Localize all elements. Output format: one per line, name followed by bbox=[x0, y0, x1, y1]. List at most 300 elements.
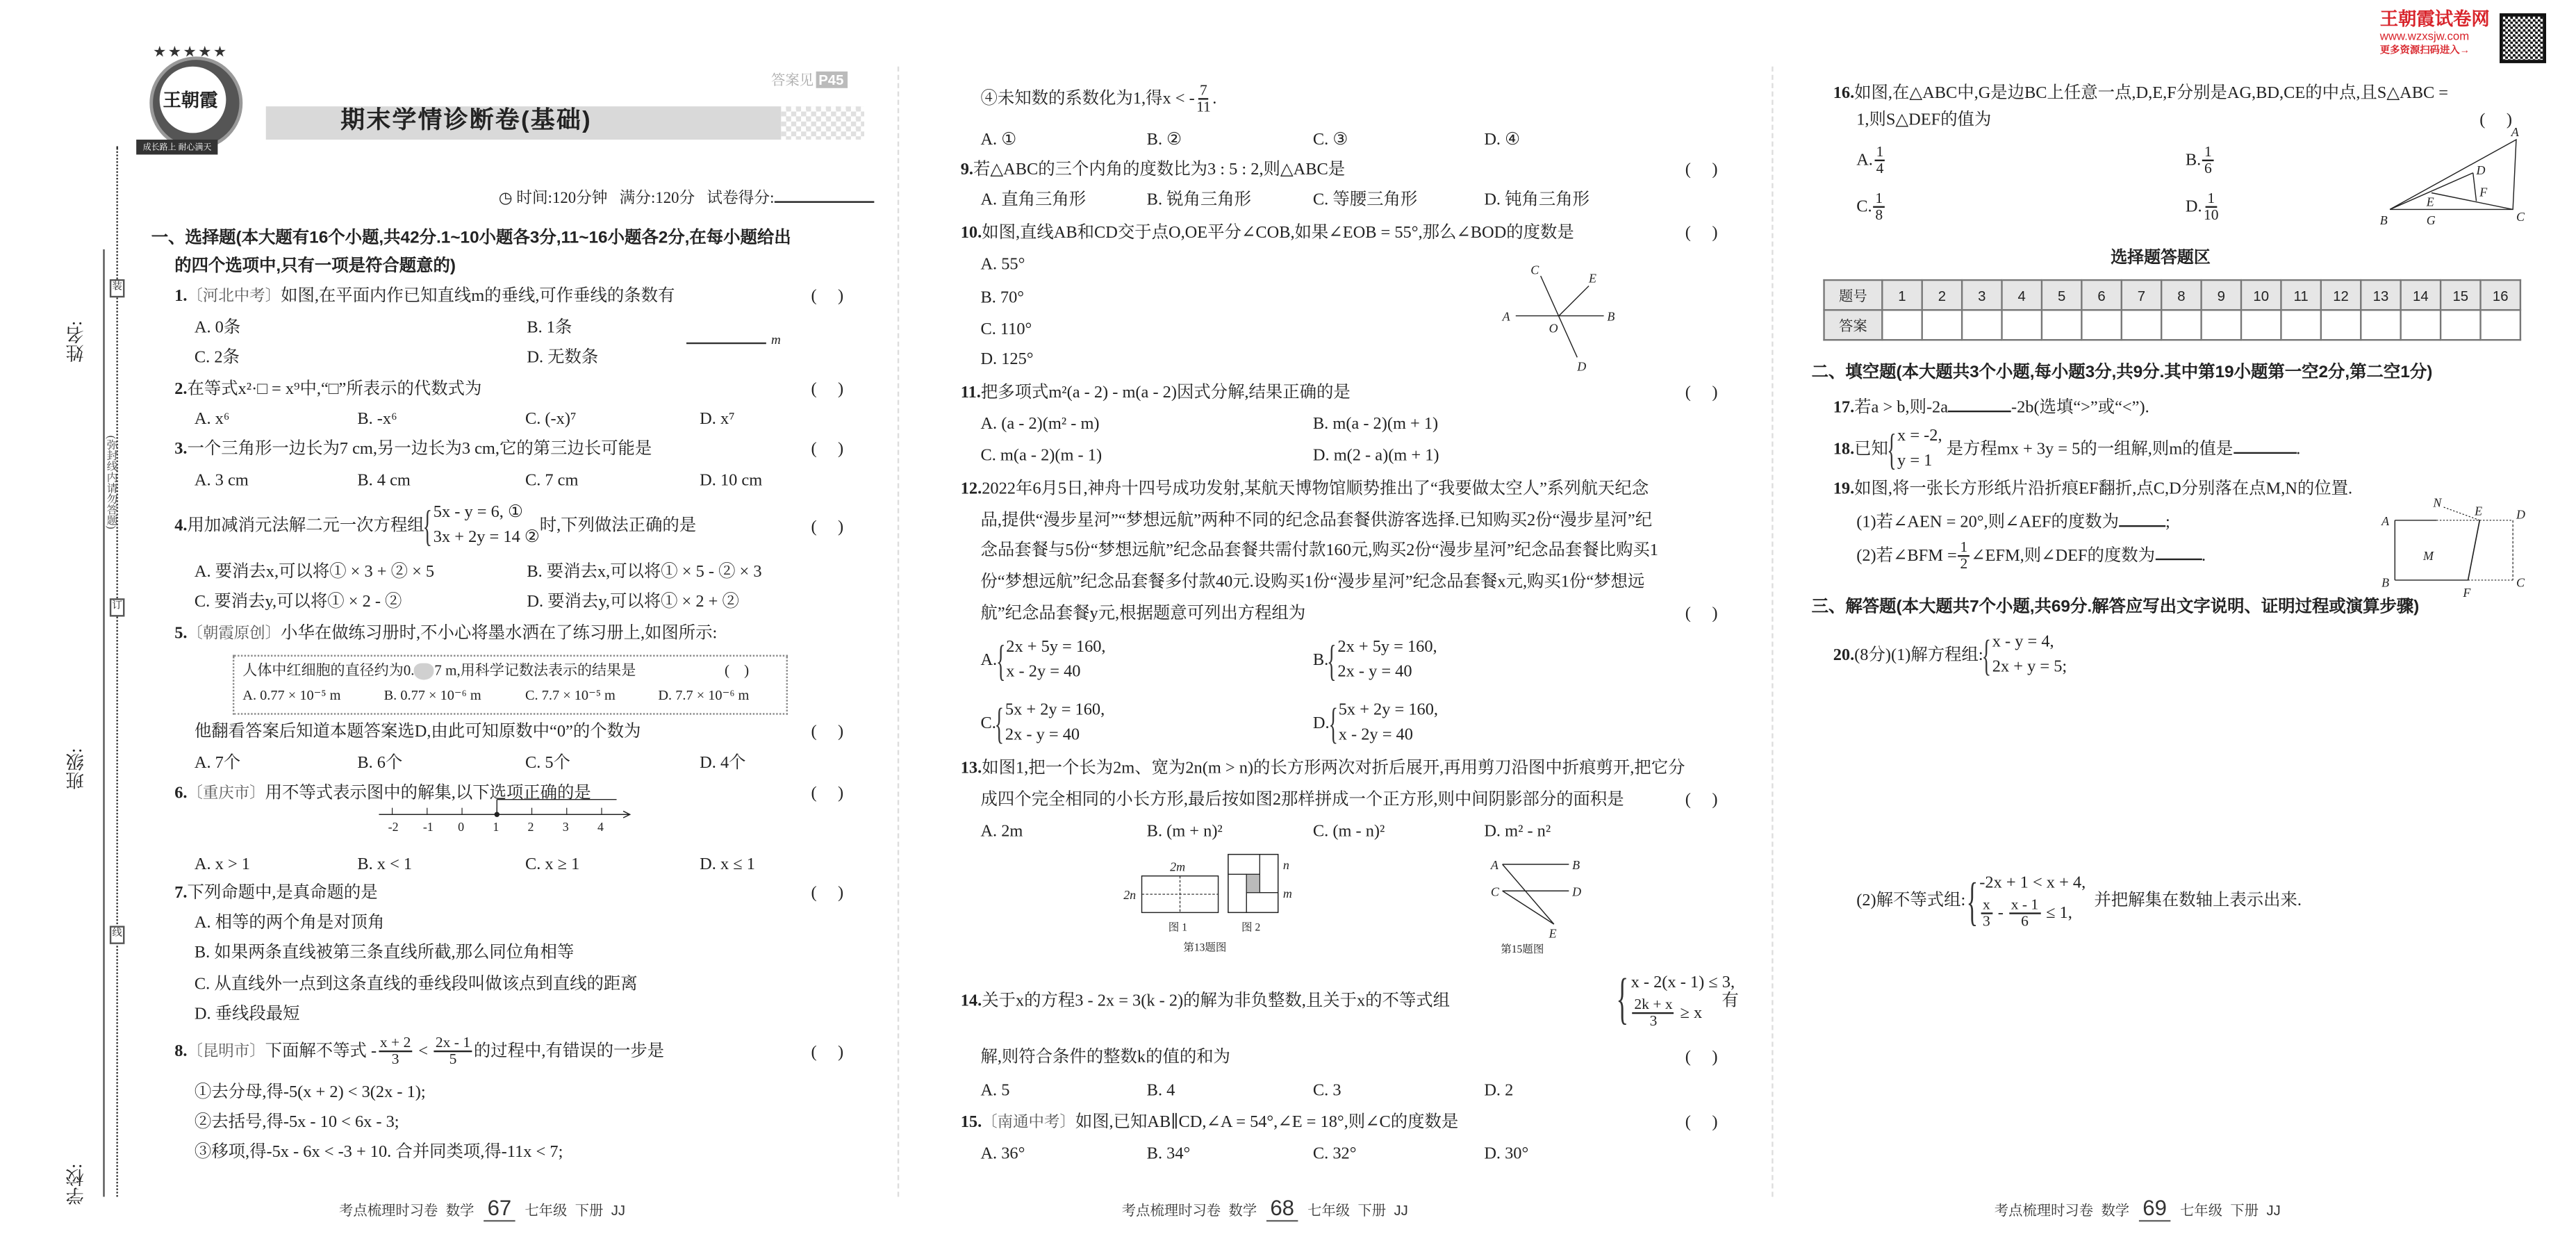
grid-question-number: 7 bbox=[2122, 280, 2161, 310]
option-d: D. 125° bbox=[980, 350, 1034, 370]
option-b: B. 如果两条直线被第三条直线所截,那么同位角相等 bbox=[194, 944, 575, 963]
q-num: 11. bbox=[960, 384, 981, 402]
figure-caption: 第15题图 bbox=[1501, 943, 1544, 955]
option-a: A. 0条 bbox=[194, 319, 241, 338]
denominator: 8 bbox=[1875, 206, 1883, 224]
option-a: A. { 2x + 5y = 160, x - 2y = 40 bbox=[980, 636, 1106, 685]
fig2-n-label: n bbox=[1282, 858, 1289, 873]
option-a: A. 要消去x,可以将① × 3 + ② × 5 bbox=[194, 563, 435, 582]
brand-hint: 更多资源扫码进入→ bbox=[2379, 46, 2470, 57]
le-1: ≤ 1, bbox=[2046, 904, 2072, 923]
ge-x: ≥ x bbox=[1680, 1004, 1703, 1023]
option-label: C. bbox=[980, 714, 996, 734]
page-footer bbox=[1995, 1195, 2281, 1220]
answer-bracket[interactable]: ( ) bbox=[1685, 224, 1718, 243]
answer-bracket[interactable]: ( ) bbox=[811, 884, 844, 903]
grid-question-number: 5 bbox=[2042, 280, 2081, 310]
option-c: C. 要消去y,可以将① × 2 - ② bbox=[194, 593, 402, 612]
grid-question-number: 2 bbox=[1922, 280, 1962, 310]
footer-subject: 数学 bbox=[1228, 1201, 1257, 1219]
fig2-m-label: m bbox=[1282, 886, 1292, 900]
q-text-line: 念品套餐与5份“梦想远航”纪念品套餐共需付款160元,购买2份“漫步星河”纪念品套餐比购买1 bbox=[980, 541, 1658, 561]
q-num: 18. bbox=[1833, 441, 1855, 459]
option-a: A. 3 cm bbox=[194, 472, 249, 491]
footer-term: 下册 bbox=[575, 1201, 604, 1219]
numerator: 1 bbox=[2206, 191, 2217, 208]
answer-bracket[interactable]: ( ) bbox=[1685, 161, 1718, 180]
q-num: 10. bbox=[960, 224, 982, 243]
section1-heading-cont: 的四个选项中,只有一项是符合题意的) bbox=[174, 257, 456, 277]
q-end: . bbox=[2202, 547, 2206, 566]
fig1-width-label: 2n bbox=[1123, 888, 1137, 903]
option-a: A. 36° bbox=[980, 1145, 1025, 1164]
option-label: D. bbox=[2185, 198, 2202, 217]
q-text: 已知 bbox=[1854, 441, 1888, 459]
step-2: ②去括号,得-5x - 10 < 6x - 3; bbox=[194, 1113, 399, 1133]
grid-question-number: 6 bbox=[2081, 280, 2121, 310]
option-a: A. ① bbox=[980, 131, 1017, 150]
footer-book: 考点梳理时习卷 bbox=[339, 1201, 438, 1219]
option-c: C. 等腰三角形 bbox=[1312, 191, 1418, 210]
numerator: x + 2 bbox=[379, 1035, 413, 1053]
option-d: D. 垂线段最短 bbox=[194, 1005, 300, 1024]
option-c: C. 7 cm bbox=[525, 472, 579, 491]
box-text-before: 人体中红细胞的直径约为0. bbox=[242, 661, 415, 679]
option-label: A. bbox=[1856, 151, 1873, 170]
page-number: 68 bbox=[1267, 1195, 1298, 1221]
q-num: 20. bbox=[1833, 646, 1855, 666]
footer-subject: 数学 bbox=[445, 1201, 474, 1219]
answer-bracket[interactable]: ( ) bbox=[1685, 384, 1718, 402]
q-text: 若△ABC的三个内角的度数比为3 : 5 : 2,则△ABC是 bbox=[973, 161, 1346, 180]
grid-question-number: 10 bbox=[2241, 280, 2281, 310]
q-text: 如图,在平面内作已知直线m的垂线,可作垂线的条数有 bbox=[281, 287, 675, 306]
answer-bracket[interactable]: ( ) bbox=[1685, 604, 1718, 624]
answer-bracket[interactable]: ( ) bbox=[811, 784, 844, 803]
answer-ref-label: 答案见 bbox=[771, 71, 814, 88]
section3-heading: 三、解答题(本大题共7个小题,共69分.解答应写出文字说明、证明过程或演算步骤) bbox=[1811, 598, 2420, 617]
equation-1: 5x - y = 6, ① bbox=[433, 503, 523, 522]
option-b: B. 1条 bbox=[527, 319, 572, 338]
option-b: B. { 2x + 5y = 160, 2x - y = 40 bbox=[1312, 636, 1437, 685]
full-score: 满分:120分 bbox=[619, 191, 695, 208]
option-d: D. m² - n² bbox=[1484, 823, 1551, 841]
q-text: 一个三角形一边长为7 cm,另一边长为3 cm,它的第三边长可能是 bbox=[187, 440, 652, 459]
grid-question-number: 12 bbox=[2321, 280, 2361, 310]
grid-question-number: 16 bbox=[2481, 280, 2520, 310]
q-text: 如图,在△ABC中,G是边BC上任意一点,D,E,F分别是AG,BD,CE的中点,且S△ABC = bbox=[1854, 85, 2449, 104]
grid-row-label: 题号 bbox=[1824, 280, 1883, 310]
option-b: B. 4 bbox=[1146, 1082, 1175, 1101]
denominator: 4 bbox=[1876, 160, 1884, 177]
time-limit: 时间:120分钟 bbox=[516, 191, 608, 208]
option-c: C. x ≥ 1 bbox=[525, 856, 580, 875]
option-d: D. 4个 bbox=[700, 755, 746, 773]
inequality-system: { x - 2(x - 1) ≤ 3, $\frac{2k + x}{3}$ ≥ x bbox=[1616, 969, 1735, 1032]
denominator: 6 bbox=[2204, 160, 2212, 177]
option-d: D. ④ bbox=[1484, 131, 1520, 150]
label-d: D bbox=[2516, 507, 2525, 522]
q-num: 9. bbox=[960, 161, 974, 180]
step-end: . bbox=[1212, 90, 1217, 109]
inequality-1: x - 2(x - 1) ≤ 3, bbox=[1630, 973, 1735, 993]
footer-grade: 七年级 bbox=[2180, 1201, 2223, 1219]
option-a: A. x > 1 bbox=[194, 856, 251, 875]
answer-bracket[interactable]: ( ) bbox=[811, 518, 844, 537]
tick-label: 0 bbox=[458, 820, 465, 834]
equation-1: x = -2, bbox=[1897, 427, 1942, 446]
fig1-caption: 图 1 bbox=[1168, 921, 1187, 934]
q-num: 12. bbox=[960, 480, 982, 499]
q-num: 17. bbox=[1833, 399, 1855, 418]
numerator: 1 bbox=[2203, 145, 2214, 162]
footer-edition: JJ bbox=[2266, 1201, 2281, 1219]
box-bracket: ( ) bbox=[725, 661, 750, 679]
numerator: 2x - 1 bbox=[434, 1035, 472, 1053]
denominator: 3 bbox=[391, 1051, 399, 1068]
q-text: 2022年6月5日,神舟十四号成功发射,某航天博物馆顺势推出了“我要做太空人”系列航天纪念 bbox=[982, 480, 1649, 499]
clock-icon: ◷ bbox=[498, 191, 517, 208]
option-b: B. x < 1 bbox=[357, 856, 413, 875]
q-text: 若a > b,则-2a bbox=[1854, 399, 1949, 418]
q-num: 1. bbox=[174, 287, 188, 306]
option-d: D. 钝角三角形 bbox=[1484, 191, 1590, 210]
q-num: 5. bbox=[174, 625, 188, 643]
label-d: D bbox=[1577, 359, 1587, 374]
box-option-d: D. 7.7 × 10⁻⁶ m bbox=[658, 686, 750, 703]
answer-bracket[interactable]: ( ) bbox=[811, 380, 844, 400]
numerator: x bbox=[1981, 897, 1992, 914]
option-c: C. 5个 bbox=[525, 755, 570, 773]
figure-caption: 第13题图 bbox=[1183, 941, 1227, 954]
seal-char: 装 bbox=[110, 279, 125, 297]
option-a: A. 5 bbox=[980, 1082, 1010, 1101]
label-n: N bbox=[2433, 495, 2442, 510]
option-c: C. (-x)⁷ bbox=[525, 410, 577, 429]
equation-2: 2x - y = 40 bbox=[1005, 725, 1080, 745]
line-m-label: m bbox=[771, 332, 781, 347]
grid-question-number: 13 bbox=[2361, 280, 2400, 310]
q-text: 把多项式m²(a - 2) - m(a - 2)因式分解,结果正确的是 bbox=[980, 384, 1351, 402]
label-d: D bbox=[1572, 884, 1582, 899]
grid-question-number: 9 bbox=[2202, 280, 2241, 310]
q-source: 〔昆明市〕 bbox=[187, 1044, 265, 1061]
answer-bracket[interactable]: ( ) bbox=[811, 723, 844, 741]
page-number: 67 bbox=[484, 1195, 515, 1221]
equation-2: x - 2y = 40 bbox=[1006, 663, 1081, 682]
footer-edition: JJ bbox=[611, 1201, 626, 1219]
numerator: 7 bbox=[1198, 83, 1209, 101]
equation-1: 5x + 2y = 160, bbox=[1005, 701, 1105, 720]
label-c: C bbox=[2516, 575, 2525, 590]
step-1: ①去分母,得-5(x + 2) < 3(2x - 1); bbox=[194, 1083, 426, 1103]
label-a: A bbox=[2381, 513, 2390, 528]
q-text-cont: ∠EFM,则∠DEF的度数为 bbox=[1971, 547, 2156, 566]
q-text-line: 成四个完全相同的小长方形,最后按如图2那样拼成一个正方形,则中间阴影部分的面积是 bbox=[980, 791, 1624, 810]
answer-ref-page: P45 bbox=[815, 72, 847, 88]
answer-bracket[interactable]: ( ) bbox=[2479, 111, 2513, 130]
option-d: D. 10 cm bbox=[700, 472, 763, 491]
equation-2: 2x + y = 5; bbox=[1992, 657, 2067, 677]
tick-label: -1 bbox=[422, 820, 434, 834]
option-a: A. x⁶ bbox=[194, 410, 230, 429]
option-a: A. 2m bbox=[980, 823, 1023, 841]
option-d: D. 要消去y,可以将① × 2 + ② bbox=[527, 593, 739, 612]
q-text-cont: -2b(选填“>”或“<”). bbox=[2011, 399, 2149, 418]
option-b: B. 34° bbox=[1146, 1145, 1191, 1164]
logo-slogan: 成长路上 耐心满天 bbox=[136, 140, 218, 155]
brand-name: 王朝霞试卷网 bbox=[2379, 10, 2490, 31]
step-text: ④未知数的系数化为1,得x < - bbox=[980, 90, 1195, 109]
label-d: D bbox=[2476, 163, 2486, 178]
denominator: 6 bbox=[2021, 912, 2029, 930]
label-e: E bbox=[2475, 504, 2483, 518]
q-source: 〔南通中考〕 bbox=[982, 1115, 1075, 1133]
answer-bracket[interactable]: ( ) bbox=[811, 287, 844, 306]
option-label: D. bbox=[1312, 714, 1330, 734]
option-c: C. 3 bbox=[1312, 1082, 1341, 1101]
tick-label: 1 bbox=[493, 820, 499, 834]
denominator: 2 bbox=[1960, 556, 1968, 573]
label-c: C bbox=[2516, 210, 2525, 224]
option-b: B. (m + n)² bbox=[1146, 823, 1223, 841]
school-label: 学校: bbox=[66, 1163, 87, 1205]
label-o: O bbox=[1549, 321, 1558, 336]
footer-grade: 七年级 bbox=[525, 1201, 568, 1219]
option-a: A. 55° bbox=[980, 256, 1025, 274]
q-text: 用不等式表示图中的解集,以下选项正确的是 bbox=[265, 784, 591, 803]
label-a: A bbox=[1502, 309, 1510, 324]
option-label: B. bbox=[2185, 151, 2202, 170]
q-text: 如图,已知AB∥CD,∠A = 54°,∠E = 18°,则∠C的度数是 bbox=[1075, 1113, 1459, 1133]
q-num: 6. bbox=[174, 784, 188, 803]
q-num: 16. bbox=[1833, 85, 1855, 104]
q-text: (2)若∠BFM = bbox=[1856, 547, 1957, 566]
label-f: F bbox=[2463, 585, 2471, 600]
equation-system: { 5x - y = 6, ① 3x + 2y = 14 ② bbox=[423, 501, 540, 550]
q-text: 小华在做练习册时,不小心将墨水洒在了练习册上,如图所示: bbox=[281, 625, 718, 643]
option-b: B. -x⁶ bbox=[357, 410, 397, 429]
box-option-b: B. 0.77 × 10⁻⁶ m bbox=[383, 686, 481, 703]
q-text-line: 1,则S△DEF的值为 bbox=[1856, 111, 1992, 130]
footer-subject: 数学 bbox=[2101, 1201, 2130, 1219]
label-b: B bbox=[1607, 309, 1615, 324]
footer-grade: 七年级 bbox=[1307, 1201, 1351, 1219]
grid-question-number: 15 bbox=[2441, 280, 2480, 310]
numerator: x - 1 bbox=[2009, 897, 2040, 914]
minus: - bbox=[1997, 904, 2004, 923]
q-end: . bbox=[2296, 441, 2301, 459]
footer-book: 考点梳理时习卷 bbox=[1121, 1201, 1221, 1219]
q-text-cont: 并把解集在数轴上表示出来. bbox=[2094, 891, 2302, 911]
q-source: 〔重庆市〕 bbox=[187, 786, 265, 803]
grid-question-number: 3 bbox=[1962, 280, 2001, 310]
q-num: 14. bbox=[960, 992, 982, 1011]
tick-label: -2 bbox=[388, 820, 399, 834]
denominator: 5 bbox=[449, 1051, 457, 1068]
option-d: D. m(2 - a)(m + 1) bbox=[1312, 447, 1439, 466]
q-text: 下列命题中,是真命题的是 bbox=[187, 884, 378, 903]
q-num: 15. bbox=[960, 1113, 982, 1133]
answer-bracket[interactable]: ( ) bbox=[1685, 1113, 1718, 1133]
option-a: A. 7个 bbox=[194, 755, 241, 773]
question-18: 18.已知 { x = -2, y = 1 是方程mx + 3y = 5的一组解,则m的值是 . bbox=[1833, 425, 2301, 474]
option-c: C. ③ bbox=[1312, 131, 1348, 150]
option-b: B. 要消去x,可以将① × 5 - ② × 3 bbox=[527, 563, 762, 582]
option-c: C. { 5x + 2y = 160, 2x - y = 40 bbox=[980, 699, 1105, 748]
q-text-line: 解,则符合条件的整数k的值的和为 bbox=[980, 1048, 1230, 1067]
option-label: B. bbox=[1312, 652, 1329, 670]
score-label: 试卷得分: bbox=[707, 191, 775, 208]
answer-grid-title: 选择题答题区 bbox=[2111, 249, 2211, 268]
q-num: 8. bbox=[174, 1042, 188, 1061]
option-c: C. m(a - 2)(m - 1) bbox=[980, 447, 1103, 466]
equation-2: 3x + 2y = 14 ② bbox=[433, 528, 540, 547]
label-e: E bbox=[1589, 271, 1597, 286]
q-num: 7. bbox=[174, 884, 188, 903]
equation-1: 2x + 5y = 160, bbox=[1337, 638, 1437, 657]
option-b: B. m(a - 2)(m + 1) bbox=[1312, 415, 1439, 434]
question-20: 20.(8分)(1)解方程组: { x - y = 4, 2x + y = 5; bbox=[1833, 631, 2067, 680]
label-f: F bbox=[2479, 185, 2488, 199]
option-c: C. 从直线外一点到这条直线的垂线段叫做该点到直线的距离 bbox=[194, 976, 638, 994]
option-c: C. 2条 bbox=[194, 349, 240, 368]
option-c: C. 32° bbox=[1312, 1145, 1357, 1164]
option-b: B. 4 cm bbox=[357, 472, 411, 491]
q-source: 〔河北中考〕 bbox=[187, 289, 281, 306]
grid-question-number: 8 bbox=[2161, 280, 2201, 310]
inequality-2 bbox=[1979, 897, 2086, 930]
seal-char: 订 bbox=[110, 598, 125, 616]
denominator: 3 bbox=[1983, 912, 1990, 930]
q-end: ; bbox=[2165, 513, 2170, 532]
option-b: B. 70° bbox=[980, 289, 1025, 308]
q-text: 关于x的方程3 - 2x = 3(k - 2)的解为非负整数,且关于x的不等式组 bbox=[982, 992, 1451, 1011]
q-text: 如图,将一张长方形纸片沿折痕EF翻折,点C,D分别落在点M,N的位置. bbox=[1854, 480, 2353, 499]
answer-bracket[interactable]: ( ) bbox=[1685, 791, 1718, 810]
label-c: C bbox=[1490, 884, 1499, 899]
option-a: A. 相等的两个角是对顶角 bbox=[194, 914, 385, 933]
q-text-line: 份“梦想远航”纪念品套餐多付款40元.设购买1份“漫步星河”纪念品套餐x元,购买1份“梦想远 bbox=[980, 573, 1645, 592]
logo-name: 王朝霞 bbox=[163, 91, 218, 112]
label-e: E bbox=[1549, 926, 1557, 941]
q20-part-2: (2)解不等式组: { -2x + 1 < x + 4, $\frac{x}{3}$ - $\frac{x - 1}{6}$ ≤ 1, 并把解集在数轴上表示出来. bbox=[1856, 871, 2302, 932]
option-a: A. (a - 2)(m² - m) bbox=[980, 415, 1100, 434]
option-c: C. 110° bbox=[980, 320, 1032, 340]
option-a: A. 直角三角形 bbox=[980, 191, 1087, 210]
q-text: 如图,直线AB和CD交于点O,OE平分∠COB,如果∠EOB = 55°,那么∠BOD的度数是 bbox=[982, 224, 1574, 243]
seal-char: 线 bbox=[110, 926, 125, 944]
label-c: C bbox=[1530, 263, 1539, 277]
q-text: 如图1,把一个长为2m、宽为2n(m > n)的长方形两次对折后展开,再用剪刀沿图中折痕剪开,把它分 bbox=[982, 759, 1685, 778]
q-text: 用加减消元法解二元一次方程组 bbox=[187, 517, 424, 536]
q-text: (8分)(1)解方程组: bbox=[1854, 646, 1983, 666]
numerator: 1 bbox=[1958, 540, 1970, 557]
box-option-c: C. 7.7 × 10⁻⁵ m bbox=[525, 686, 616, 703]
q-num: 13. bbox=[960, 759, 982, 778]
label-e: E bbox=[2426, 195, 2434, 209]
page-title: 期末学情诊断卷(基础) bbox=[340, 108, 593, 135]
option-b: B. 锐角三角形 bbox=[1146, 191, 1251, 210]
box-option-a: A. 0.77 × 10⁻⁵ m bbox=[242, 686, 341, 703]
answer-bracket[interactable]: ( ) bbox=[811, 440, 844, 459]
less-than: < bbox=[418, 1042, 428, 1061]
grid-question-number: 11 bbox=[2281, 280, 2320, 310]
footer-edition: JJ bbox=[1394, 1201, 1408, 1219]
brand-url[interactable]: www.wzxsjw.com bbox=[2379, 31, 2470, 44]
grid-question-number: 1 bbox=[1882, 280, 1922, 310]
section2-heading: 二、填空题(本大题共3个小题,每小题3分,共9分.其中第19小题第一空2分,第二空1分) bbox=[1811, 363, 2433, 383]
footer-term: 下册 bbox=[2230, 1201, 2259, 1219]
option-d: D. 无数条 bbox=[527, 349, 599, 368]
option-d: D. { 5x + 2y = 160, x - 2y = 40 bbox=[1312, 699, 1439, 748]
page-number: 69 bbox=[2140, 1195, 2170, 1221]
footer-term: 下册 bbox=[1357, 1201, 1387, 1219]
fig2-caption: 图 2 bbox=[1241, 921, 1261, 934]
equation-2: y = 1 bbox=[1897, 452, 1933, 470]
grid-row-label: 答案 bbox=[1824, 310, 1883, 340]
footer-book: 考点梳理时习卷 bbox=[1994, 1201, 2094, 1219]
answer-bracket[interactable]: ( ) bbox=[811, 1044, 844, 1062]
option-label: A. bbox=[980, 652, 998, 670]
denominator: 10 bbox=[2203, 206, 2219, 224]
option-d: D. 2 bbox=[1484, 1082, 1514, 1101]
answer-bracket[interactable]: ( ) bbox=[1685, 1048, 1718, 1067]
brand-logo: ★★★★★ 王朝霞 成长路上 耐心满天 bbox=[143, 43, 243, 159]
name-label: 姓名: bbox=[66, 320, 87, 363]
option-d: D. 30° bbox=[1484, 1145, 1529, 1164]
seal-note: (弥封线内请勿答题) bbox=[104, 435, 117, 529]
q-text-cont: 时,下列做法正确的是 bbox=[539, 517, 697, 536]
numerator: 1 bbox=[1874, 191, 1885, 208]
q-num: 19. bbox=[1833, 480, 1855, 499]
q-num: 3. bbox=[174, 440, 188, 459]
q-source: 〔朝霞原创〕 bbox=[187, 626, 281, 643]
label-b: B bbox=[2381, 575, 2390, 590]
option-d: D. x⁷ bbox=[700, 410, 735, 429]
q-text: (1)若∠AEN = 20°,则∠AEF的度数为 bbox=[1856, 513, 2119, 532]
option-d: D. x ≤ 1 bbox=[700, 856, 755, 875]
class-label: 班级: bbox=[66, 748, 87, 790]
equation-1: 5x + 2y = 160, bbox=[1338, 701, 1439, 720]
option-b: B. ② bbox=[1146, 131, 1182, 150]
step-3: ③移项,得-5x - 6x < -3 + 10. 合并同类项,得-11x < 7; bbox=[194, 1143, 563, 1162]
q5-followup: 他翻看答案后知道本题答案选D,由此可知原数中“0”的个数为 bbox=[194, 723, 641, 741]
grid-question-number: 14 bbox=[2401, 280, 2441, 310]
option-label: C. bbox=[1856, 198, 1872, 217]
equation-2: x - 2y = 40 bbox=[1338, 725, 1413, 745]
label-a: A bbox=[1490, 858, 1498, 873]
q-text: 下面解不等式 - bbox=[265, 1042, 377, 1061]
numerator: 1 bbox=[1874, 145, 1885, 162]
numerator: 2k + x bbox=[1633, 997, 1674, 1014]
equation-1: x - y = 4, bbox=[1992, 633, 2054, 652]
inequality-1: -2x + 1 < x + 4, bbox=[1979, 874, 2086, 893]
tick-label: 3 bbox=[562, 820, 569, 834]
box-text-after: 7 m,用科学记数法表示的结果是 bbox=[434, 661, 636, 679]
denominator: 3 bbox=[1649, 1012, 1658, 1030]
label-g: G bbox=[2426, 213, 2436, 227]
crease-ef bbox=[2468, 520, 2480, 580]
label-m: M bbox=[2422, 549, 2434, 563]
section1-heading: 一、选择题(本大题有16个小题,共42分.1~10小题各3分,11~16小题各2分,在每小题给出 bbox=[151, 229, 791, 248]
equation-1: 2x + 5y = 160, bbox=[1006, 638, 1106, 657]
q-num: 4. bbox=[174, 517, 188, 536]
denominator: 11 bbox=[1196, 99, 1211, 116]
option-b: B. 6个 bbox=[357, 755, 403, 773]
q-text-cont: 是方程mx + 3y = 5的一组解,则m的值是 bbox=[1946, 441, 2234, 459]
q-text: (2)解不等式组: bbox=[1856, 891, 1966, 911]
